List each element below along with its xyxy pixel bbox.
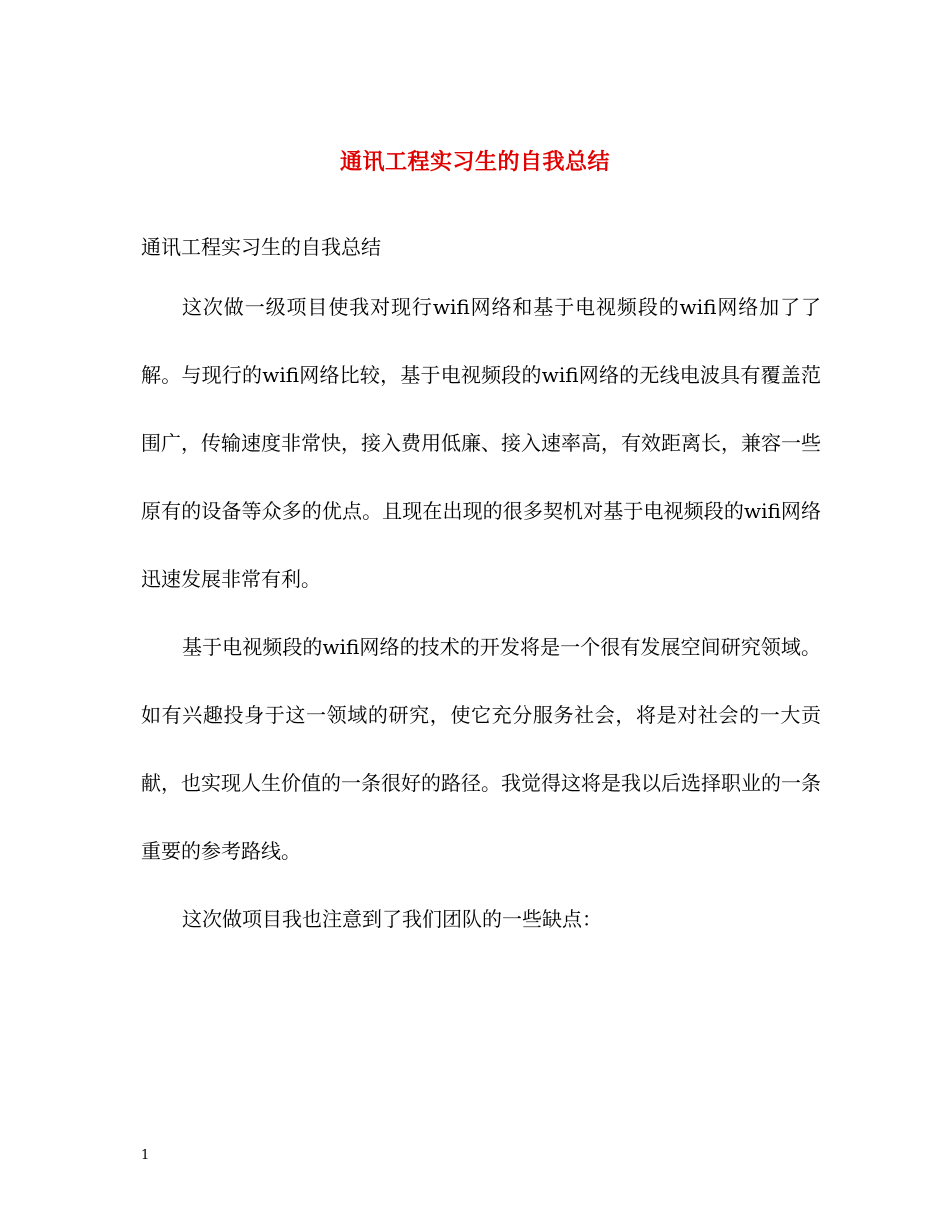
paragraph-3: 这次做项目我也注意到了我们团队的一些缺点：	[182, 907, 602, 931]
page-number: 1	[141, 1148, 150, 1163]
document-subtitle: 通讯工程实习生的自我总结	[141, 235, 381, 259]
document-body	[141, 231, 821, 953]
paragraph-1: 这次做一级项目使我对现行wifi网络和基于电视频段的wifi网络加了了解。与现行的wifi网络比较，基于电视频段的wifi网络的无线电波具有覆盖范围广，传输速度非常快，接入费用低廉、接入速率高，有效距离长，兼容一些原有的设备等众多的优点。且现在出现的很多契机对基于电视频段的wifi网络迅速发展非常有利。	[141, 295, 821, 591]
document-title: 通讯工程实习生的自我总结	[339, 149, 610, 175]
paragraph-2: 基于电视频段的wifi网络的技术的开发将是一个很有发展空间研究领域。如有兴趣投身于这一领域的研究，使它充分服务社会，将是对社会的一大贡献，也实现人生价值的一条很好的路径。我觉得这将是我以后选择职业的一条重要的参考路线。	[141, 635, 821, 863]
